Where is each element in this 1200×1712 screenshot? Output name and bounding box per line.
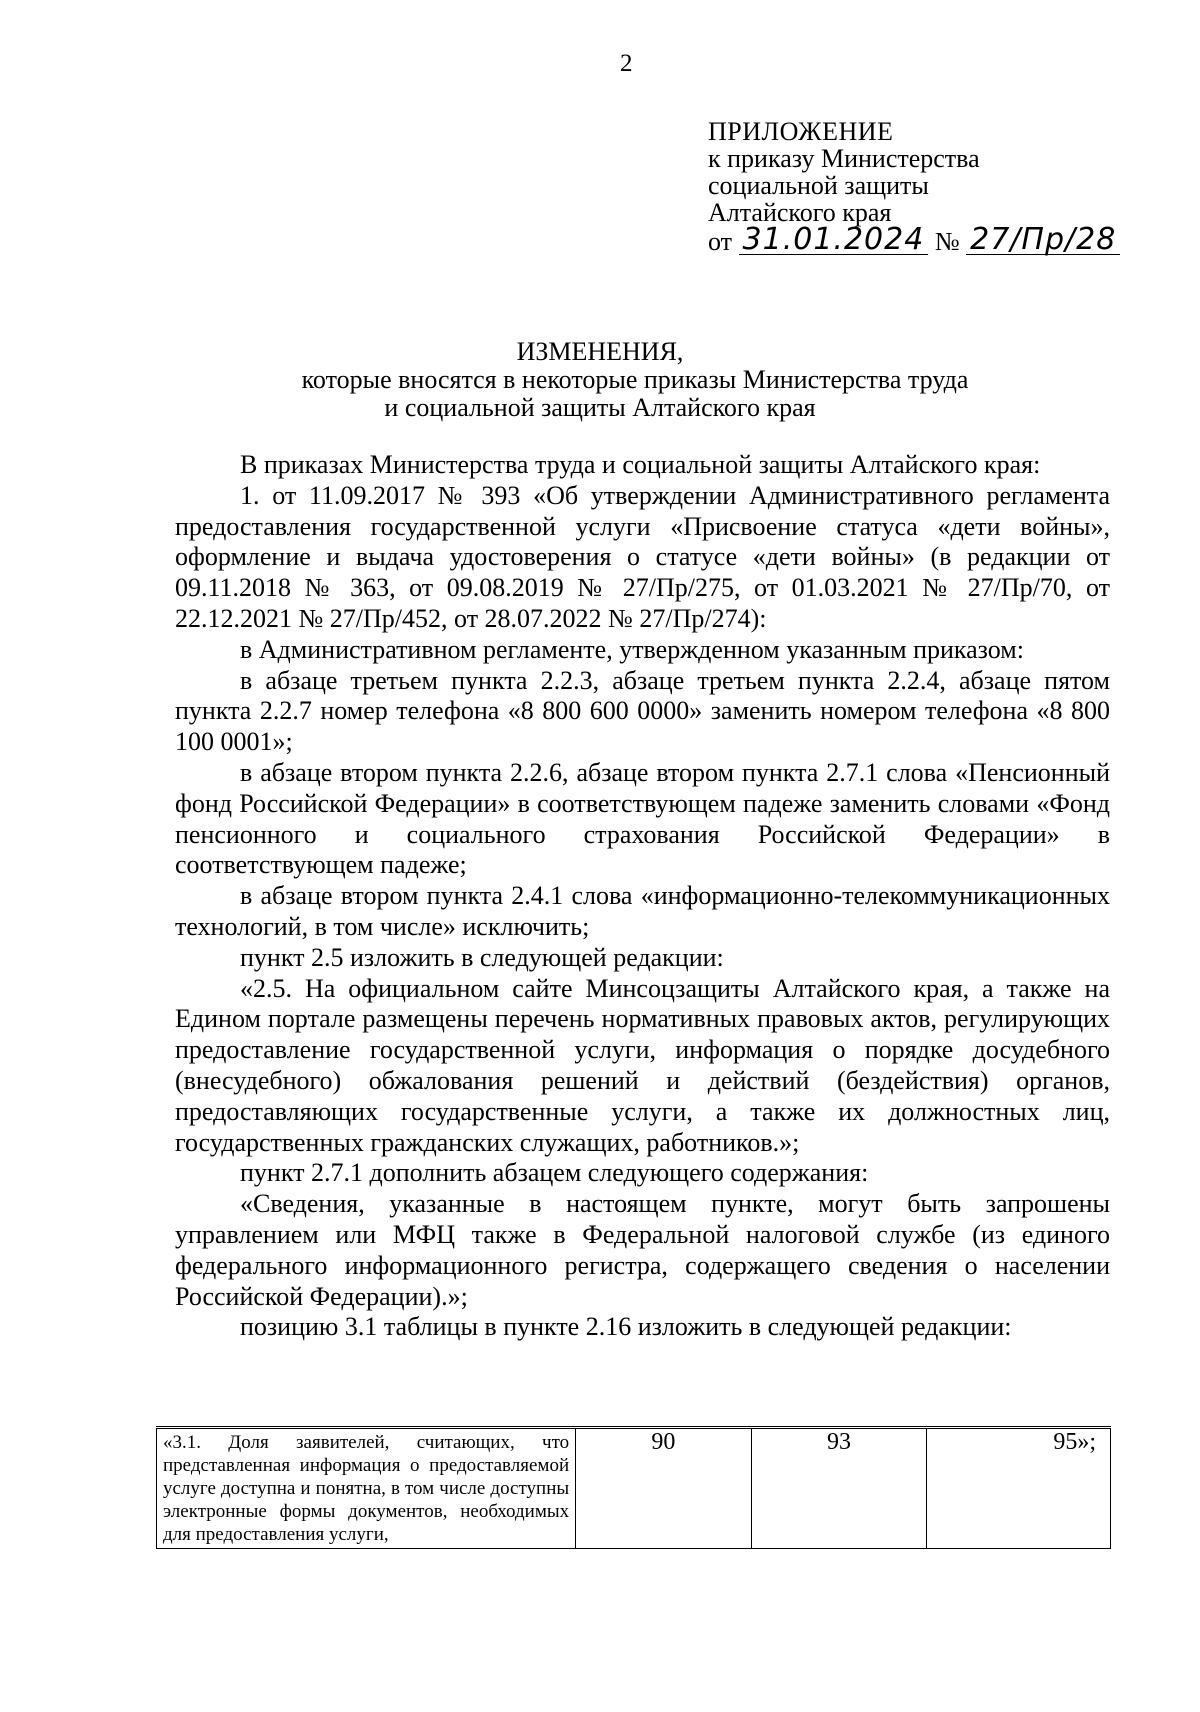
appendix-title: ПРИЛОЖЕНИЕ — [708, 117, 894, 146]
paragraph: В приказах Министерства труда и социальной защиты Алтайского края: — [240, 450, 1041, 479]
paragraph: «Сведения, указанные в настоящем пункте, могут быть запрошены управлением или МФЦ также в Федеральной налоговой службе (из единого федерального информационного регистра, содержащего сведения о населении Российской Федерации).»; — [175, 1189, 1110, 1311]
table-cell-value: 93 — [751, 1428, 927, 1549]
title-line: и социальной защиты Алтайского края — [384, 393, 816, 422]
paragraph: в абзаце втором пункта 2.4.1 слова «информационно-телекоммуникационных технологий, в том числе» исключить; — [175, 881, 1110, 941]
document-body — [175, 450, 1110, 1343]
paragraph: 1. от 11.09.2017 № 393 «Об утверждении Административного регламента предоставления государственной услуги «Присвоение статуса «дети войны», оформление и выдача удостоверения о статусе «дети войны» (в редакции от 09.11.2018 № 363, от 09.08.2019 № 27/Пр/275, от 01.03.2021 № 27/Пр/70, от 22.12.2021 № 27/Пр/452, от 28.07.2022 № 27/Пр/274): — [175, 480, 1110, 633]
table-cell-value: 95»; — [927, 1428, 1111, 1549]
table-row — [157, 1428, 1111, 1549]
paragraph: в абзаце третьем пункта 2.2.3, абзаце третьем пункта 2.2.4, абзаце пятом пункта 2.2.7 номер телефона «8 800 600 0000» заменить номером телефона «8 800 100 0001»; — [175, 665, 1110, 757]
indicator-table — [156, 1426, 1111, 1549]
paragraph: в Административном регламенте, утвержденном указанным приказом: — [240, 634, 1024, 664]
title-heading: ИЗМЕНЕНИЯ, — [516, 337, 684, 366]
paragraph: пункт 2.5 изложить в следующей редакции: — [240, 942, 724, 972]
table-cell-description: «3.1. Доля заявителей, считающих, что представленная информация о предоставляемой услуге доступна и понятна, в том числе доступны электронные формы документов, необходимых для предоставления услуги, — [157, 1428, 576, 1549]
paragraph: пункт 2.7.1 дополнить абзацем следующего содержания: — [240, 1158, 869, 1188]
appendix-line: к приказу Министерства — [708, 144, 980, 173]
number-prefix: № — [934, 227, 960, 256]
document-title — [0, 338, 1200, 422]
table-cell-value: 90 — [576, 1428, 752, 1549]
appendix-line: социальной защиты — [708, 171, 929, 200]
paragraph: «2.5. На официальном сайте Минсоцзащиты Алтайского края, а также на Едином портале размещены перечень нормативных правовых актов, регулирующих предоставление государственной услуги, информация о порядке досудебного (внесудебного) обжалования решений и действий (бездействия) органов, предоставляющих государственные услуги, а также их должностных лиц, государственных гражданских служащих, работников.»; — [175, 973, 1110, 1157]
order-number: 27/Пр/28 — [966, 226, 1120, 255]
paragraph: позицию 3.1 таблицы в пункте 2.16 изложить в следующей редакции: — [240, 1312, 1012, 1342]
appendix-line: Алтайского края — [708, 198, 892, 227]
date-prefix: от — [708, 227, 733, 256]
order-date: 31.01.2024 — [739, 226, 929, 255]
page-number: 2 — [620, 50, 633, 77]
title-line: которые вносятся в некоторые приказы Министерства труда — [301, 365, 969, 394]
appendix-block — [708, 118, 1120, 255]
paragraph: в абзаце втором пункта 2.2.6, абзаце втором пункта 2.7.1 слова «Пенсионный фонд Российской Федерации» в соответствующем падеже заменить словами «Фонд пенсионного и социального страхования Российской Федерации» в соответствующем падеже; — [175, 757, 1110, 880]
order-line — [708, 222, 1120, 257]
